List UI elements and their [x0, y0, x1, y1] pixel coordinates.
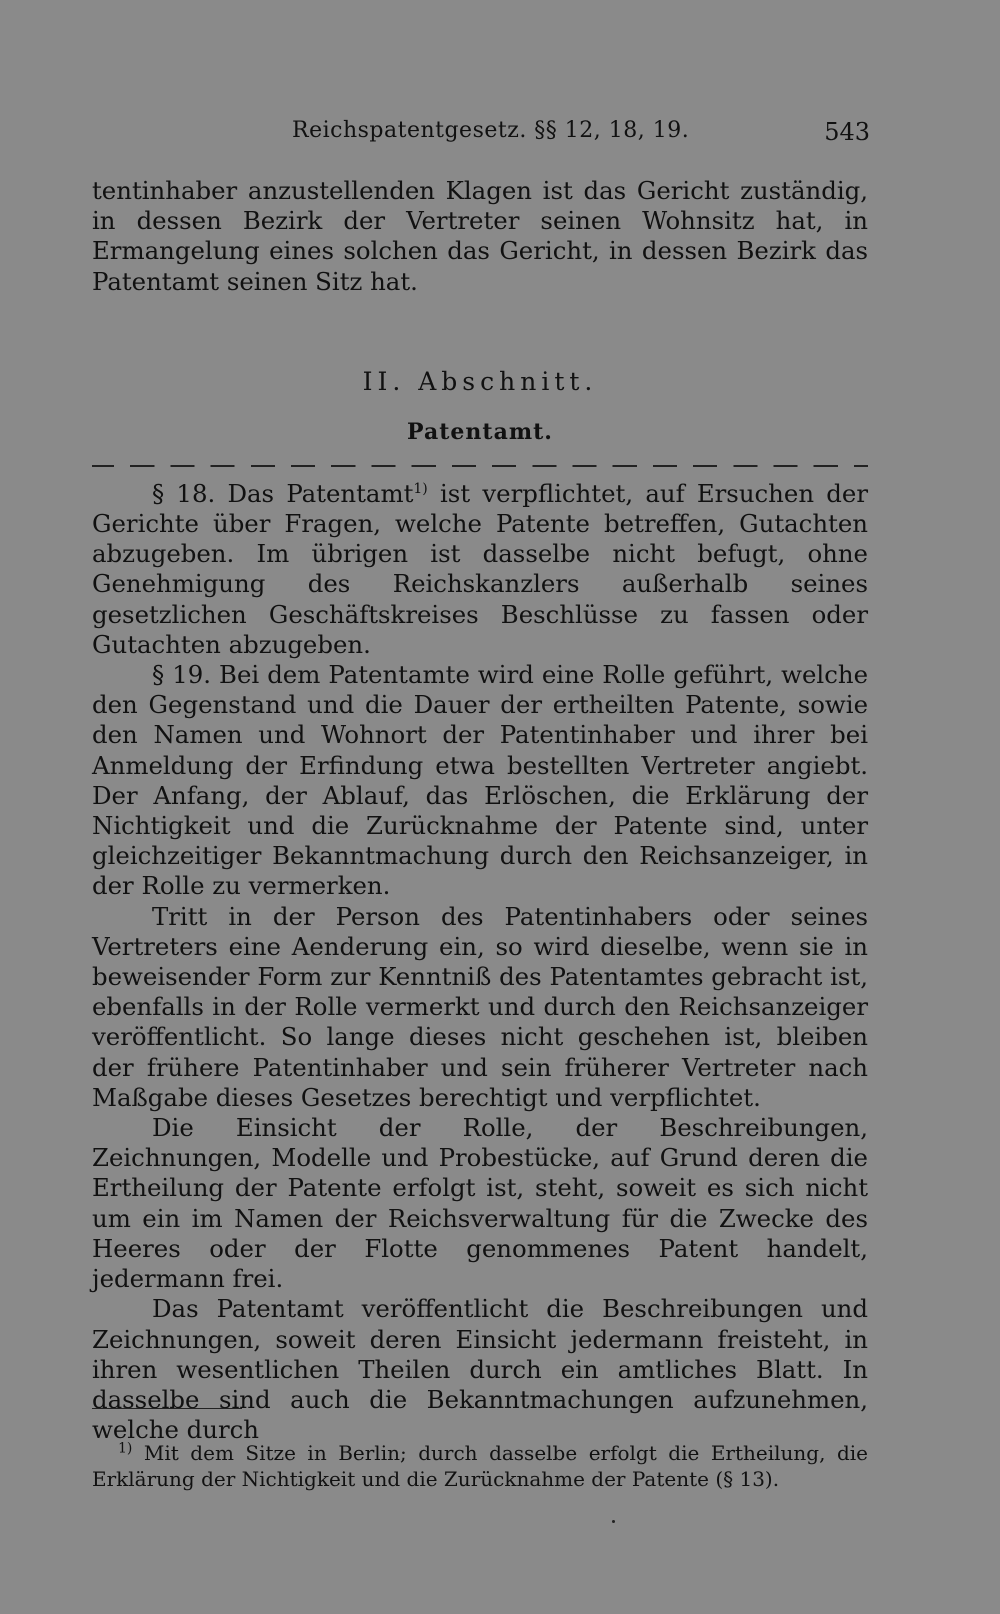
paragraph-inspection: Die Einsicht der Rolle, der Beschreibungen, Zeichnungen, Modelle und Probestücke, auf Grund deren die Ertheilung der Patente erfolgt ist, steht, soweit es sich nicht um ein im Namen der Reichsverwaltung für die Zwecke des Heeres oder der Flotte genommenes Patent handelt, jedermann frei. — [92, 1113, 868, 1294]
footnote — [92, 1440, 868, 1492]
running-title: Reichspatentgesetz. §§ 12, 18, 19. — [292, 118, 690, 143]
footnote-divider — [92, 1408, 242, 1409]
paragraph-section-18 — [92, 479, 868, 660]
section-heading: II. Abschnitt. — [362, 366, 598, 396]
page-number: 543 — [824, 118, 870, 146]
paragraph-section-18-rest: ist verpflichtet, auf Ersuchen der Gerichte über Fragen, welche Patente betreffen, Gutachten abzugeben. Im übrigen ist dasselbe nicht befugt, ohne Genehmigung des Reichskanzlers außerhalb seines gesetzlichen Geschäftskreises Beschlüsse zu fassen oder Gutachten abzugeben. — [92, 478, 868, 659]
footnote-mark: 1) — [118, 1440, 133, 1457]
print-speck — [612, 1520, 615, 1523]
paragraph-continuation: tentinhaber anzustellenden Klagen ist das Gericht zuständig, in dessen Bezirk der Vertreter seinen Wohnsitz hat, in Ermangelung eines solchen das Gericht, in dessen Bezirk das Patentamt seinen Sitz hat. — [92, 176, 868, 296]
page-header — [92, 118, 870, 154]
footnote-reference: 1) — [413, 480, 428, 497]
paragraph-change-of-owner: Tritt in der Person des Patentinhabers oder seines Vertreters eine Aenderung ein, so wird dieselbe, wenn sie in beweisender Form zur Kenntniß des Patentamtes gebracht ist, ebenfalls in der Rolle vermerkt und durch den Reichsanzeiger veröffentlicht. So lange dieses nicht geschehen ist, bleiben der frühere Patentinhaber und sein früherer Vertreter nach Maßgabe dieses Gesetzes berechtigt und verpflichtet. — [92, 901, 868, 1112]
dashed-divider — [92, 465, 868, 467]
paragraph-section-19: § 19. Bei dem Patentamte wird eine Rolle geführt, welche den Gegenstand und die Dauer der ertheilten Patente, sowie den Namen und Wohnort der Patentinhaber und ihrer bei Anmeldung der Erfindung etwa bestellten Vertreter angiebt. Der Anfang, der Ablauf, das Erlöschen, die Erklärung der Nichtigkeit und die Zurücknahme der Patente sind, unter gleichzeitiger Bekanntmachung durch den Reichsanzeiger, in der Rolle zu vermerken. — [92, 660, 868, 901]
paragraph-publication: Das Patentamt veröffentlicht die Beschreibungen und Zeichnungen, soweit deren Einsicht jedermann freisteht, in ihren wesentlichen Theilen durch ein amtliches Blatt. In dasselbe sind auch die Bekanntmachungen aufzunehmen, welche durch — [92, 1294, 868, 1445]
section-title: Patentamt. — [407, 418, 553, 445]
paragraph-section-18-start: § 18. Das Patentamt — [152, 478, 414, 508]
footnote-text: Mit dem Sitze in Berlin; durch dasselbe erfolgt die Ertheilung, die Erklärung der Nichtigkeit und die Zurücknahme der Patente (§ 13). — [92, 1441, 868, 1491]
page-body — [92, 176, 868, 1445]
